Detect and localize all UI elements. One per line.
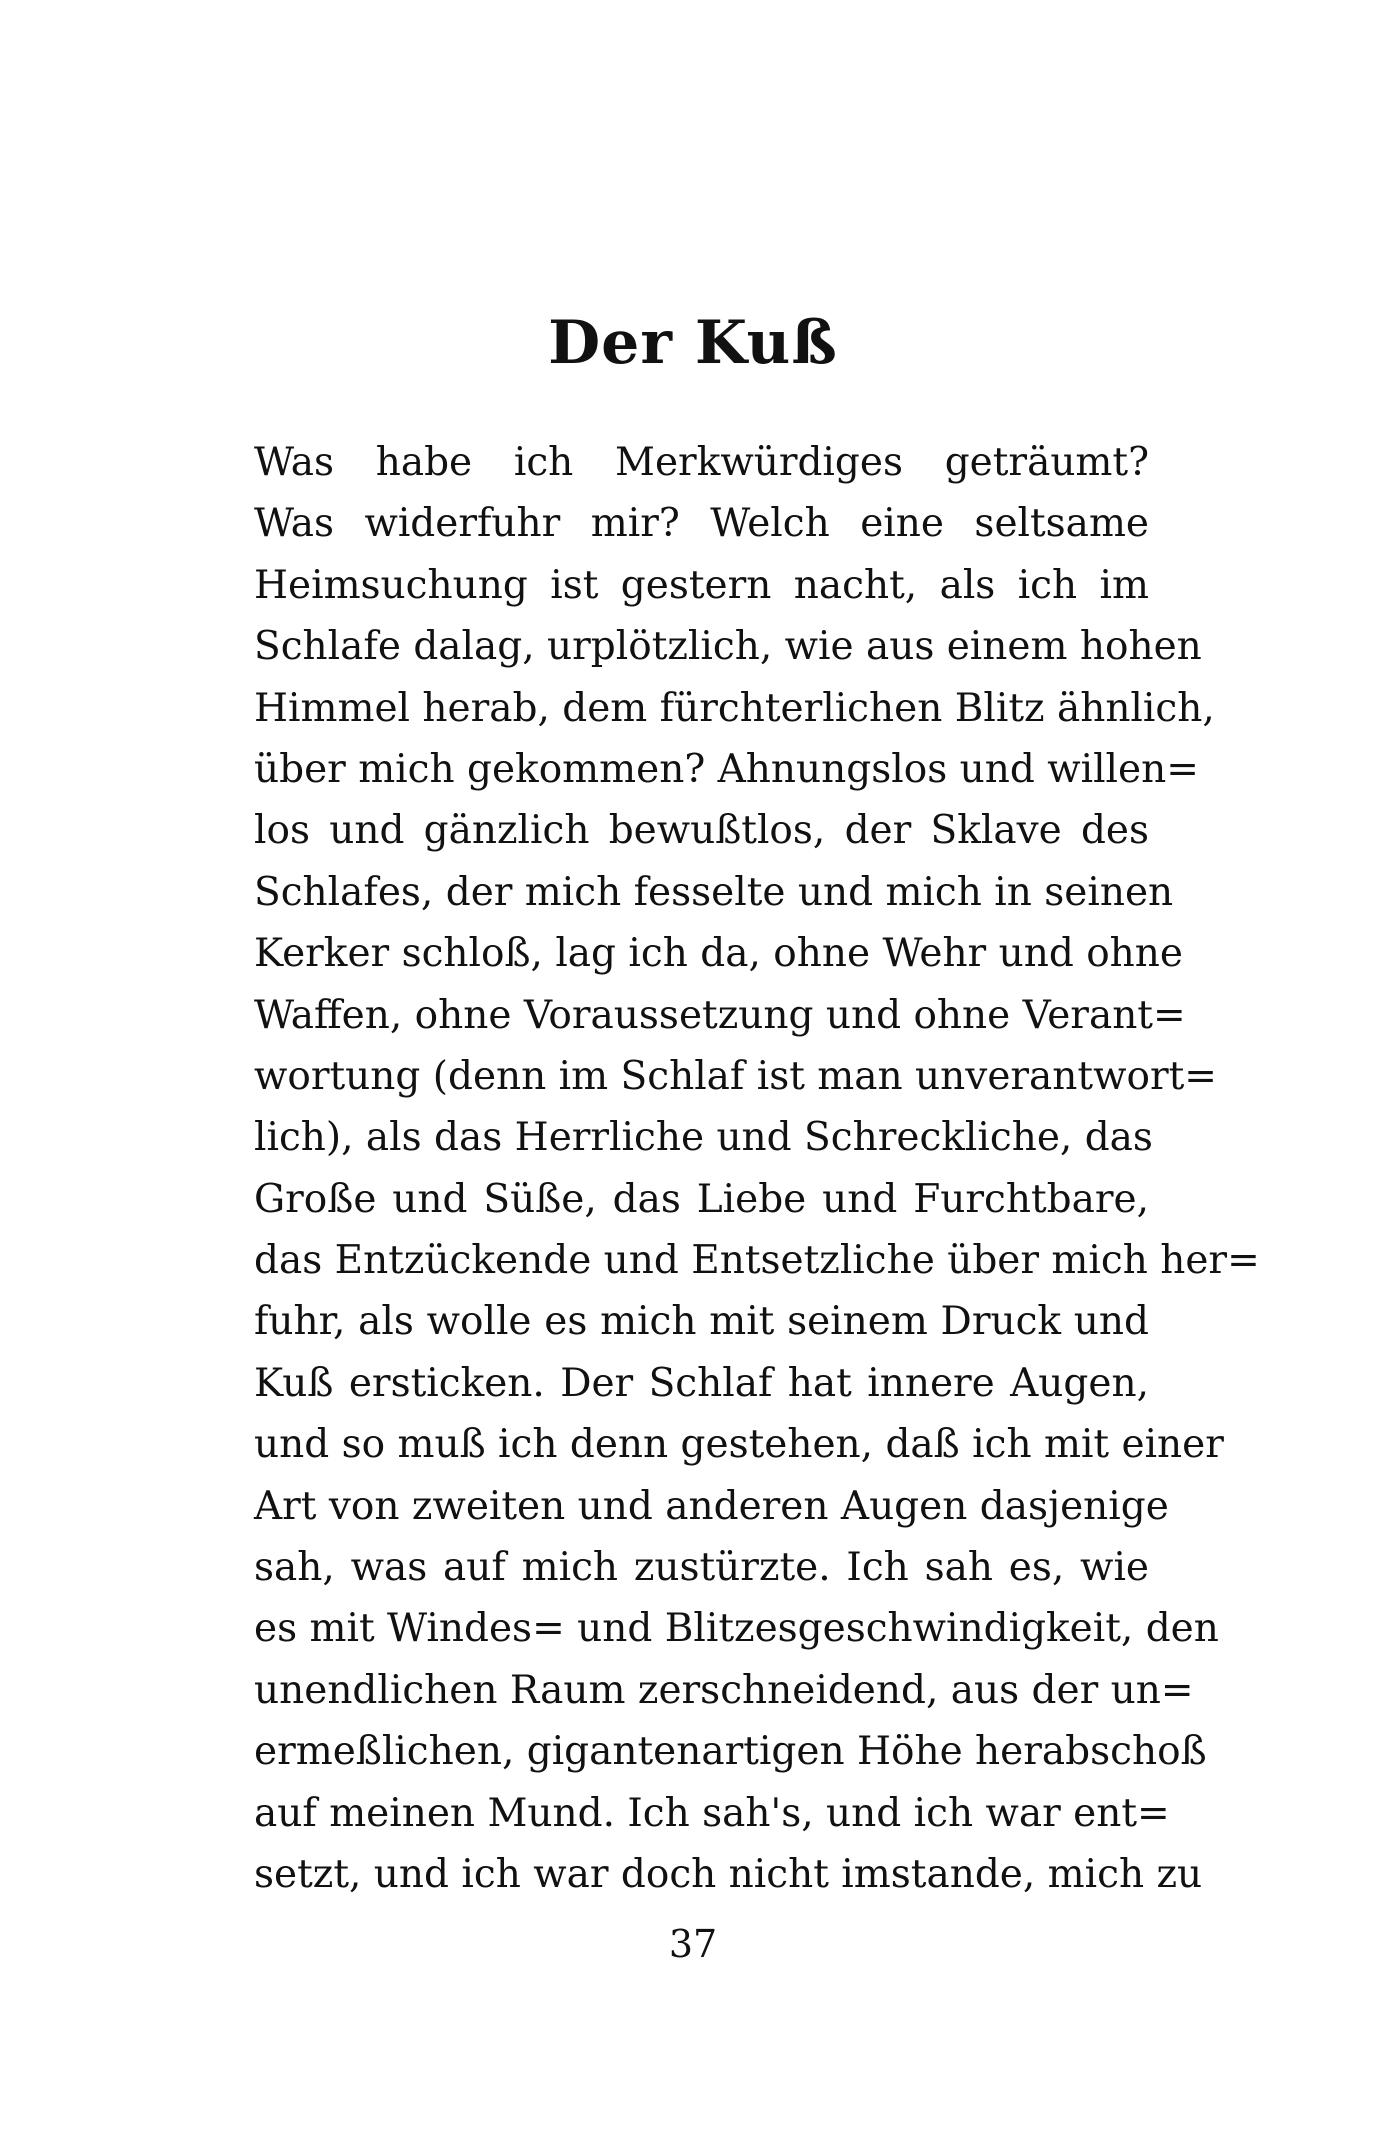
page-number: 37 xyxy=(668,1922,718,1966)
text-line: das Entzückende und Entsetzliche über mich her= xyxy=(254,1238,1260,1284)
text-line: Himmel herab, dem fürchterlichen Blitz ähnlich, xyxy=(254,685,1215,731)
chapter-title: Der Kuß xyxy=(548,308,838,378)
text-line: los und gänzlich bewußtlos, der Sklave des xyxy=(254,808,1149,854)
text-line: Heimsuchung ist gestern nacht, als ich im xyxy=(254,562,1149,608)
text-line: auf meinen Mund. Ich sah's, und ich war ent= xyxy=(254,1790,1170,1836)
text-line: sah, was auf mich zustürzte. Ich sah es, wie xyxy=(254,1545,1149,1591)
text-line: und so muß ich denn gestehen, daß ich mit einer xyxy=(254,1422,1224,1468)
text-line: setzt, und ich war doch nicht imstande, mich zu xyxy=(254,1851,1203,1897)
text-line: Große und Süße, das Liebe und Furchtbare, xyxy=(254,1176,1149,1222)
text-line: Kuß ersticken. Der Schlaf hat innere Augen, xyxy=(254,1360,1149,1406)
text-line: lich), als das Herrliche und Schreckliche, das xyxy=(254,1115,1153,1161)
text-line: unendlichen Raum zerschneidend, aus der un= xyxy=(254,1667,1194,1713)
text-line: Was widerfuhr mir? Welch eine seltsame xyxy=(254,501,1149,547)
text-line: wortung (denn im Schlaf ist man unverantwort= xyxy=(254,1053,1217,1099)
text-line: es mit Windes= und Blitzesgeschwindigkeit, den xyxy=(254,1606,1219,1652)
text-line: Was habe ich Merkwürdiges geträumt? xyxy=(254,440,1149,485)
text-line: Schlafe dalag, urplötzlich, wie aus einem hohen xyxy=(254,624,1202,670)
text-line: Waffen, ohne Voraussetzung und ohne Verant= xyxy=(254,992,1186,1038)
text-line: fuhr, als wolle es mich mit seinem Druck und xyxy=(254,1299,1149,1345)
text-line: über mich gekommen? Ahnungslos und willen= xyxy=(254,746,1199,792)
body-text xyxy=(254,432,1260,1905)
text-line: Art von zweiten und anderen Augen dasjenige xyxy=(254,1483,1169,1529)
text-line: ermeßlichen, gigantenartigen Höhe herabschoß xyxy=(254,1729,1207,1775)
text-line: Kerker schloß, lag ich da, ohne Wehr und ohne xyxy=(254,931,1183,977)
text-line: Schlafes, der mich fesselte und mich in seinen xyxy=(254,869,1174,915)
